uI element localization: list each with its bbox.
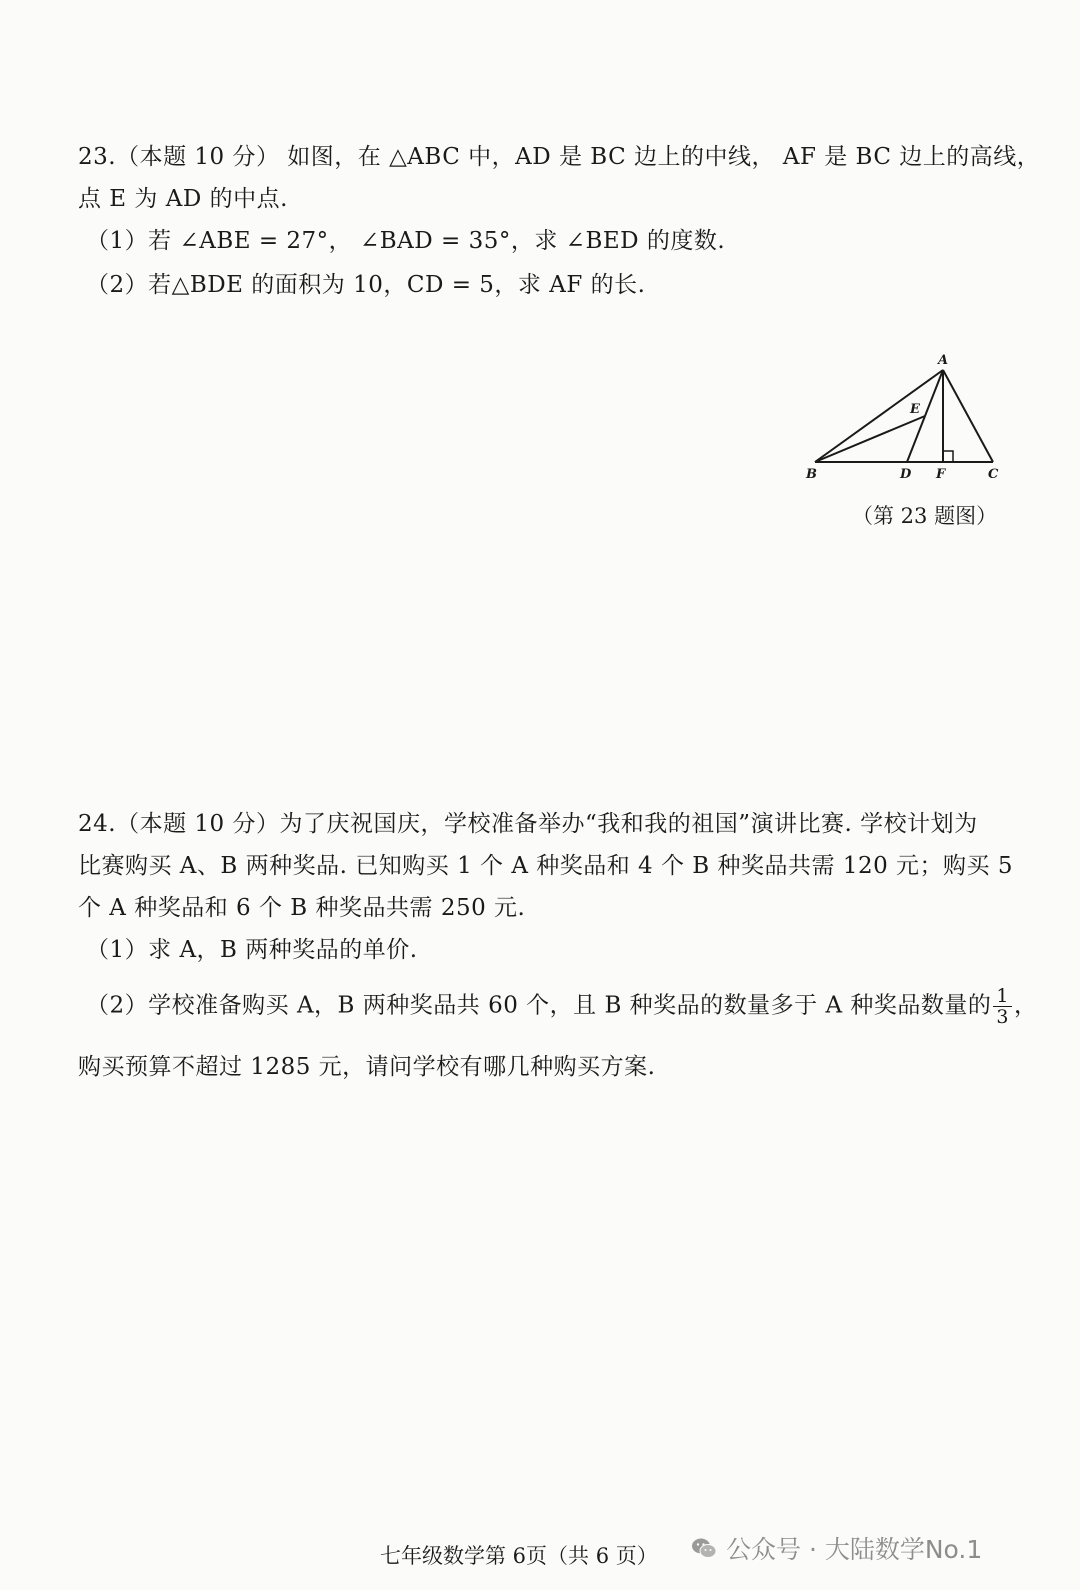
fraction-one-third [993,986,1012,1027]
figure-caption: （第 23 题图） [852,504,998,528]
label-f: F [936,467,946,482]
label-c: C [988,467,999,482]
q24-part2-text: （2）学校准备购买 A，B 两种奖品共 60 个，且 B 种奖品的数量多于 A 种奖品数量的 [86,992,992,1019]
label-e: E [910,402,920,417]
q23-stem-line2: 点 E 为 AD 的中点. [78,186,288,212]
segment-ac [943,370,993,462]
q23-part1: （1）若 ∠ABE = 27°， ∠BAD = 35°，求 ∠BED 的度数. [86,228,726,254]
label-b: B [806,467,817,482]
q24-part1: （1）求 A，B 两种奖品的单价. [86,937,418,963]
label-d: D [900,467,912,482]
fraction-denominator: 3 [996,1006,1010,1028]
label-a: A [938,353,949,368]
q24-stem-line3: 个 A 种奖品和 6 个 B 种奖品共需 250 元. [78,895,526,921]
watermark [690,1530,982,1566]
page-footer: 七年级数学第 6页（共 6 页） [380,1544,658,1568]
watermark-text: 公众号 · 大陆数学No.1 [726,1535,983,1564]
wechat-icon [690,1534,718,1562]
triangle-figure [800,350,1010,490]
right-angle-mark [943,451,953,462]
q23-part2: （2）若△BDE 的面积为 10，CD = 5，求 AF 的长. [86,272,646,298]
q24-stem-line1: 24.（本题 10 分）为了庆祝国庆，学校准备举办“我和我的祖国”演讲比赛. 学校计划为 [78,811,978,837]
q23-stem-line1: 23.（本题 10 分） 如图，在 △ABC 中，AD 是 BC 边上的中线， AF 是 BC 边上的高线， [78,144,1041,170]
q24-part2-comma: ， [1014,992,1038,1019]
fraction-numerator: 1 [993,986,1012,1007]
q24-part2-line2: 购买预算不超过 1285 元，请问学校有哪几种购买方案. [78,1054,656,1080]
q24-part2 [86,986,1038,1027]
q24-stem-line2: 比赛购买 A、B 两种奖品. 已知购买 1 个 A 种奖品和 4 个 B 种奖品共需 120 元；购买 5 [78,853,1013,879]
